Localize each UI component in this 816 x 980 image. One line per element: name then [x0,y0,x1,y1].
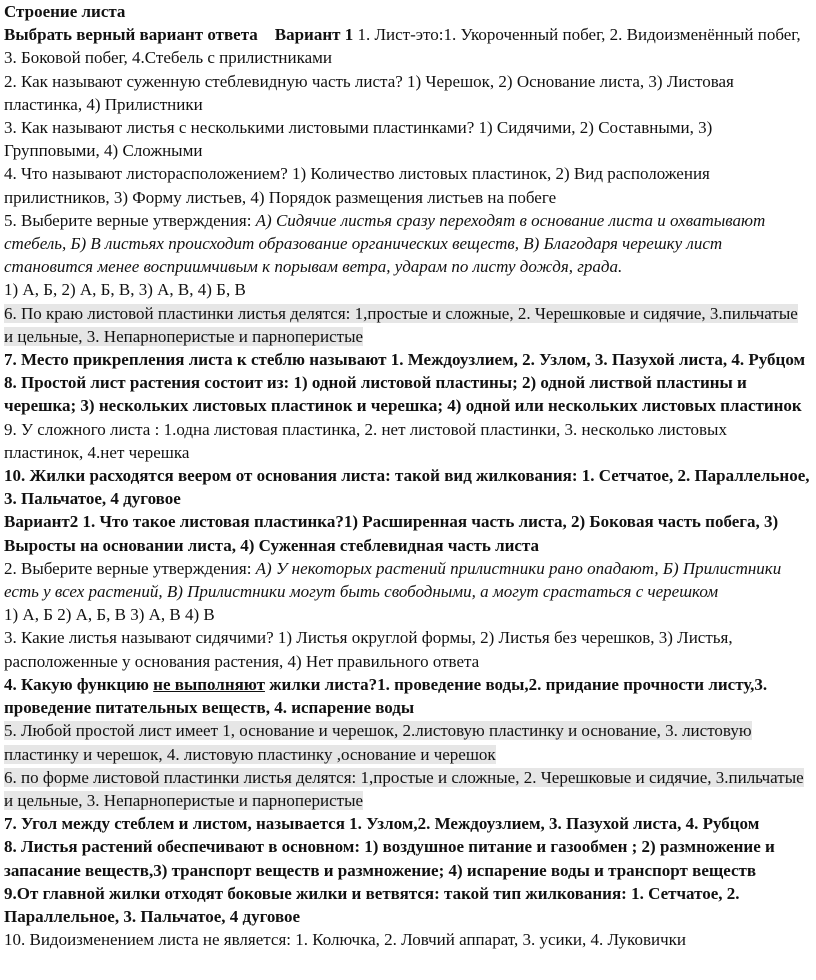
v2-question-8: 8. Листья растений обеспечивают в основном: 1) воздушное питание и газообмен ; 2) размножение и запасание веществ,3) транспорт веществ и размножение; 4) испарение воды и транспорт веществ [4,837,775,880]
v2-question-4 [4,673,810,719]
v1-question-4: 4. Что называют листорасположением? 1) Количество листовых пластинок, 2) Вид расположения прилистников, 3) Форму листьев, 4) Порядок размещения листьев на побеге [4,164,710,207]
v1-question-5 [4,209,810,279]
v2-q4-underlined: не выполняют [153,674,265,694]
v1-question-8: 8. Простой лист растения состоит из: 1) одной листовой пластины; 2) одной листвой пластины и черешка; 3) нескольких листовых пластинок и черешка; 4) одной или нескольких листовых пластинок [4,373,802,416]
variant1-label: Вариант 1 [274,25,354,45]
v2-question-9: 9.От главной жилки отходят боковые жилки и ветвятся: такой тип жилкования: 1. Сетчатое, 2. Параллельное, 3. Пальчатое, 4 дуговое [4,883,740,926]
v1-q5-statements: А) Сидячие листья сразу переходят в основание листа и охватывают стебель, Б) В листьях происходит образование органических веществ, В) Благодаря черешку лист становится менее восприимчивым к порывам ветра, ударам по листу дождя, града. [4,210,766,277]
v2-q4-part-b: жилки листа?1. проведение воды,2. придание прочности листу,3. проведение питательных веществ, 4. испарение воды [4,674,768,718]
v2-question-7: 7. Угол между стеблем и листом, называется 1. Узлом,2. Междоузлием, 3. Пазухой листа, 4. Рубцом [4,814,760,834]
v1-question-2: 2. Как называют суженную стеблевидную часть листа? 1) Черешок, 2) Основание листа, 3) Листовая пластинка, 4) Прилистники [4,71,734,114]
v2-question-6 [4,766,810,812]
variant2-label: Вариант2 [4,512,79,532]
v1-question-1: 1. Лист-это:1. Укороченный побег, 2. Видоизменённый побег, 3. Боковой побег, 4.Стебель с прилистниками [4,25,801,68]
v2-q1-text: 1. Что такое листовая пластинка?1) Расширенная часть листа, 2) Боковая часть побега, 3) Выросты на основании листа, 4) Суженная стеблевидная часть листа [4,512,779,555]
v2-q6-text: 6. по форме листовой пластинки листья делятся: 1,простые и сложные, 2. Черешковые и сидячие, 3.пильчатые и цельные, 3. Непарноперистые и парноперистые [4,767,804,810]
instruction-text: Выбрать верный вариант ответа [4,25,258,45]
v2-q2-lead: 2. Выберите верные утверждения: [4,558,256,578]
v1-question-3: 3. Как называют листья с несколькими листовыми пластинками? 1) Сидячими, 2) Составными, 3) Групповыми, 4) Сложными [4,118,713,161]
v2-q4-part-a: 4. Какую функцию [4,674,154,694]
v1-question-7: 7. Место прикрепления листа к стеблю называют 1. Междоузлием, 2. Узлом, 3. Пазухой листа, 4. Рубцом [4,350,806,370]
v1-q6-text: 6. По краю листовой пластинки листья делятся: 1,простые и сложные, 2. Черешковые и сидячие, 3.пильчатые и цельные, 3. Непарноперистые и парноперистые [4,303,798,346]
v2-question-3: 3. Какие листья называют сидячими? 1) Листья округлой формы, 2) Листья без черешков, 3) Листья, расположенные у основания растения, 4) Нет правильного ответа [4,628,733,671]
v1-question-10: 10. Жилки расходятся веером от основания листа: такой вид жилкования: 1. Сетчатое, 2. Параллельное, 3. Пальчатое, 4 дуговое [4,466,810,509]
v2-q2-statements: А) У некоторых растений прилистники рано опадают, Б) Прилистники есть у всех растений, В) Прилистники могут быть свободными, а могут срастаться с черешком [4,558,782,602]
v2-q2-options: 1) А, Б 2) А, Б, В 3) А, В 4) В [4,605,215,625]
variant1-heading [4,23,810,69]
v1-question-6 [4,302,810,348]
document-title: Строение листа [4,2,126,21]
v2-question-5 [4,719,810,765]
v1-q5-options: 1) А, Б, 2) А, Б, В, 3) А, В, 4) Б, В [4,280,246,300]
v2-question-10: 10. Видоизменением листа не является: 1. Колючка, 2. Ловчий аппарат, 3. усики, 4. Луковички [4,930,686,950]
v2-question-2 [4,557,810,603]
v1-q5-lead: 5. Выберите верные утверждения: [4,210,256,230]
v2-question-1 [4,510,810,556]
v1-question-9: 9. У сложного листа : 1.одна листовая пластинка, 2. нет листовой пластинки, 3. несколько листовых пластинок, 4.нет черешка [4,419,727,462]
v2-q5-text: 5. Любой простой лист имеет 1, основание и черешок, 2.листовую пластинку и основание, 3. листовую пластинку и черешок, 4. листовую пластинку ,основание и черешок [4,721,752,764]
